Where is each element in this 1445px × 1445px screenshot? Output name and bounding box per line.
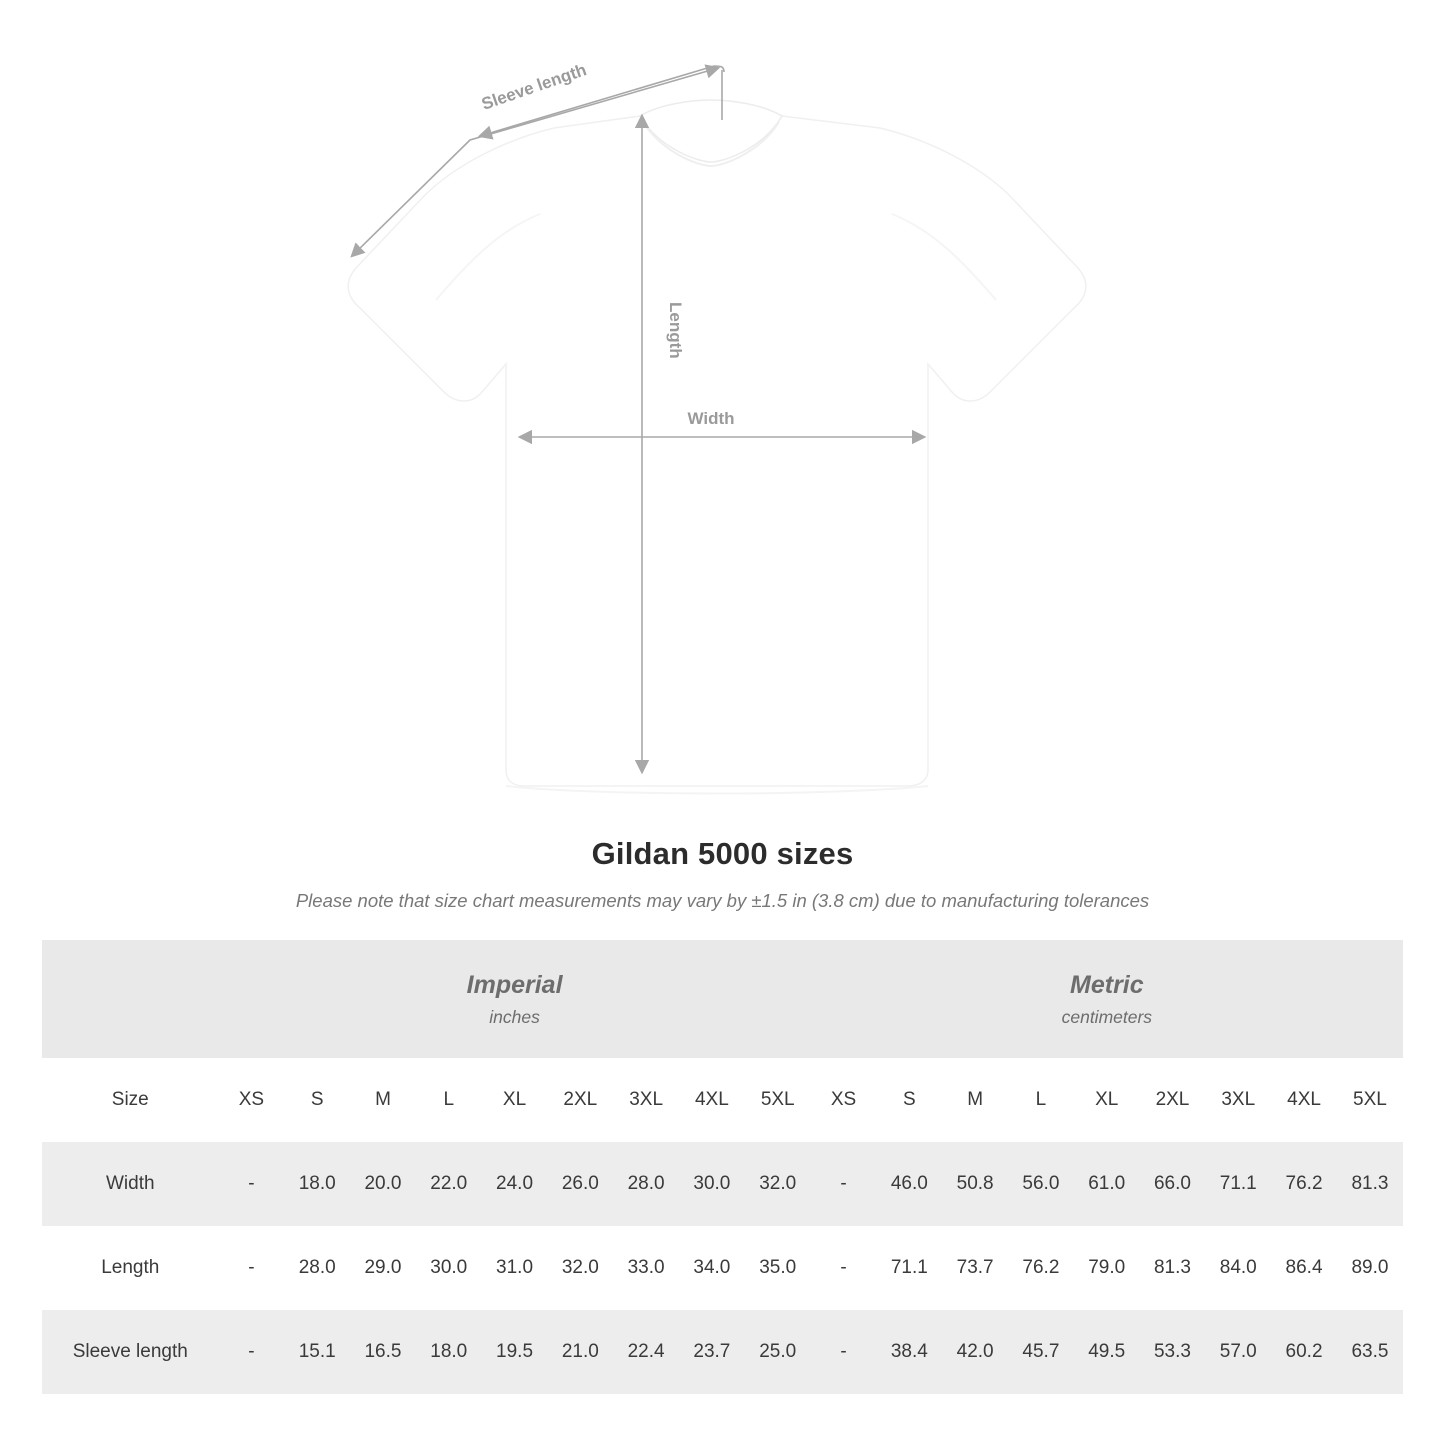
metric-unit: centimeters <box>1061 1007 1153 1028</box>
cell-length-metric-xl: 79.0 <box>1074 1226 1140 1310</box>
cell-length-imperial-xl: 31.0 <box>482 1226 548 1310</box>
size-header-label: Size <box>42 1058 219 1142</box>
cell-length-metric-xs: - <box>811 1226 877 1310</box>
size-header-imperial-3xl: 3XL <box>613 1058 679 1142</box>
cell-width-metric-2xl: 66.0 <box>1140 1142 1206 1226</box>
cell-length-metric-5xl: 89.0 <box>1337 1226 1403 1310</box>
cell-length-imperial-3xl: 33.0 <box>613 1226 679 1310</box>
cell-sleeve-imperial-xs: - <box>219 1310 285 1394</box>
cell-length-metric-s: 71.1 <box>876 1226 942 1310</box>
size-header-metric-m: M <box>942 1058 1008 1142</box>
cell-sleeve-metric-xl: 49.5 <box>1074 1310 1140 1394</box>
size-header-imperial-s: S <box>284 1058 350 1142</box>
size-header-imperial-l: L <box>416 1058 482 1142</box>
cell-width-imperial-3xl: 28.0 <box>613 1142 679 1226</box>
tolerance-note: Please note that size chart measurements may vary by ±1.5 in (3.8 cm) due to manufacturing tolerances <box>295 890 1150 911</box>
cell-width-metric-m: 50.8 <box>942 1142 1008 1226</box>
cell-length-metric-3xl: 84.0 <box>1205 1226 1271 1310</box>
cell-sleeve-metric-5xl: 63.5 <box>1337 1310 1403 1394</box>
chart-header <box>0 836 1445 912</box>
cell-length-imperial-4xl: 34.0 <box>679 1226 745 1310</box>
cell-length-metric-l: 76.2 <box>1008 1226 1074 1310</box>
size-header-row <box>42 1058 1403 1142</box>
cell-width-metric-5xl: 81.3 <box>1337 1142 1403 1226</box>
cell-sleeve-metric-s: 38.4 <box>876 1310 942 1394</box>
cell-sleeve-imperial-l: 18.0 <box>416 1310 482 1394</box>
imperial-label: Imperial <box>466 970 563 999</box>
size-table-wrapper <box>42 940 1403 1394</box>
size-header-metric-2xl: 2XL <box>1140 1058 1206 1142</box>
size-header-metric-3xl: 3XL <box>1205 1058 1271 1142</box>
size-header-imperial-m: M <box>350 1058 416 1142</box>
table-row <box>42 1310 1403 1394</box>
metric-label: Metric <box>1070 970 1144 999</box>
cell-sleeve-imperial-m: 16.5 <box>350 1310 416 1394</box>
row-label-sleeve-length: Sleeve length <box>42 1310 219 1394</box>
size-header-metric-l: L <box>1008 1058 1074 1142</box>
cell-sleeve-imperial-2xl: 21.0 <box>547 1310 613 1394</box>
cell-length-imperial-s: 28.0 <box>284 1226 350 1310</box>
size-header-metric-s: S <box>876 1058 942 1142</box>
cell-length-imperial-xs: - <box>219 1226 285 1310</box>
cell-length-imperial-l: 30.0 <box>416 1226 482 1310</box>
row-label-width: Width <box>42 1142 219 1226</box>
cell-width-imperial-2xl: 26.0 <box>547 1142 613 1226</box>
cell-width-metric-l: 56.0 <box>1008 1142 1074 1226</box>
row-label-length: Length <box>42 1226 219 1310</box>
cell-sleeve-imperial-s: 15.1 <box>284 1310 350 1394</box>
size-header-metric-xl: XL <box>1074 1058 1140 1142</box>
cell-length-imperial-m: 29.0 <box>350 1226 416 1310</box>
sleeve-length-label: Sleeve length <box>479 60 589 114</box>
cell-width-metric-xl: 61.0 <box>1074 1142 1140 1226</box>
cell-sleeve-metric-2xl: 53.3 <box>1140 1310 1206 1394</box>
size-header-metric-xs: XS <box>811 1058 877 1142</box>
cell-sleeve-imperial-5xl: 25.0 <box>745 1310 811 1394</box>
cell-width-imperial-4xl: 30.0 <box>679 1142 745 1226</box>
width-label: Width <box>687 409 735 428</box>
unit-header-row <box>42 940 1403 1058</box>
cell-sleeve-imperial-xl: 19.5 <box>482 1310 548 1394</box>
cell-width-imperial-xl: 24.0 <box>482 1142 548 1226</box>
unit-row-spacer <box>42 940 219 1058</box>
cell-sleeve-metric-4xl: 60.2 <box>1271 1310 1337 1394</box>
table-row <box>42 1226 1403 1310</box>
cell-length-metric-m: 73.7 <box>942 1226 1008 1310</box>
cell-width-metric-4xl: 76.2 <box>1271 1142 1337 1226</box>
size-header-imperial-4xl: 4XL <box>679 1058 745 1142</box>
cell-length-metric-4xl: 86.4 <box>1271 1226 1337 1310</box>
cell-sleeve-imperial-3xl: 22.4 <box>613 1310 679 1394</box>
size-header-imperial-xs: XS <box>219 1058 285 1142</box>
cell-sleeve-metric-l: 45.7 <box>1008 1310 1074 1394</box>
metric-header-cell <box>811 940 1403 1058</box>
table-row <box>42 1142 1403 1226</box>
cell-sleeve-metric-xs: - <box>811 1310 877 1394</box>
tshirt-shape <box>348 100 1086 794</box>
cell-sleeve-imperial-4xl: 23.7 <box>679 1310 745 1394</box>
page-title: Gildan 5000 sizes <box>591 836 854 871</box>
size-chart-table <box>42 940 1403 1394</box>
cell-length-imperial-5xl: 35.0 <box>745 1226 811 1310</box>
cell-width-imperial-m: 20.0 <box>350 1142 416 1226</box>
size-header-imperial-5xl: 5XL <box>745 1058 811 1142</box>
cell-width-imperial-l: 22.0 <box>416 1142 482 1226</box>
imperial-unit: inches <box>489 1007 540 1028</box>
size-header-imperial-xl: XL <box>482 1058 548 1142</box>
cell-length-metric-2xl: 81.3 <box>1140 1226 1206 1310</box>
cell-sleeve-metric-m: 42.0 <box>942 1310 1008 1394</box>
size-header-imperial-2xl: 2XL <box>547 1058 613 1142</box>
size-header-metric-5xl: 5XL <box>1337 1058 1403 1142</box>
cell-sleeve-metric-3xl: 57.0 <box>1205 1310 1271 1394</box>
cell-width-imperial-s: 18.0 <box>284 1142 350 1226</box>
cell-width-imperial-xs: - <box>219 1142 285 1226</box>
cell-width-metric-xs: - <box>811 1142 877 1226</box>
cell-length-imperial-2xl: 32.0 <box>547 1226 613 1310</box>
cell-width-imperial-5xl: 32.0 <box>745 1142 811 1226</box>
length-label: Length <box>666 302 685 359</box>
imperial-header-cell <box>219 940 811 1058</box>
cell-width-metric-3xl: 71.1 <box>1205 1142 1271 1226</box>
size-header-metric-4xl: 4XL <box>1271 1058 1337 1142</box>
cell-width-metric-s: 46.0 <box>876 1142 942 1226</box>
